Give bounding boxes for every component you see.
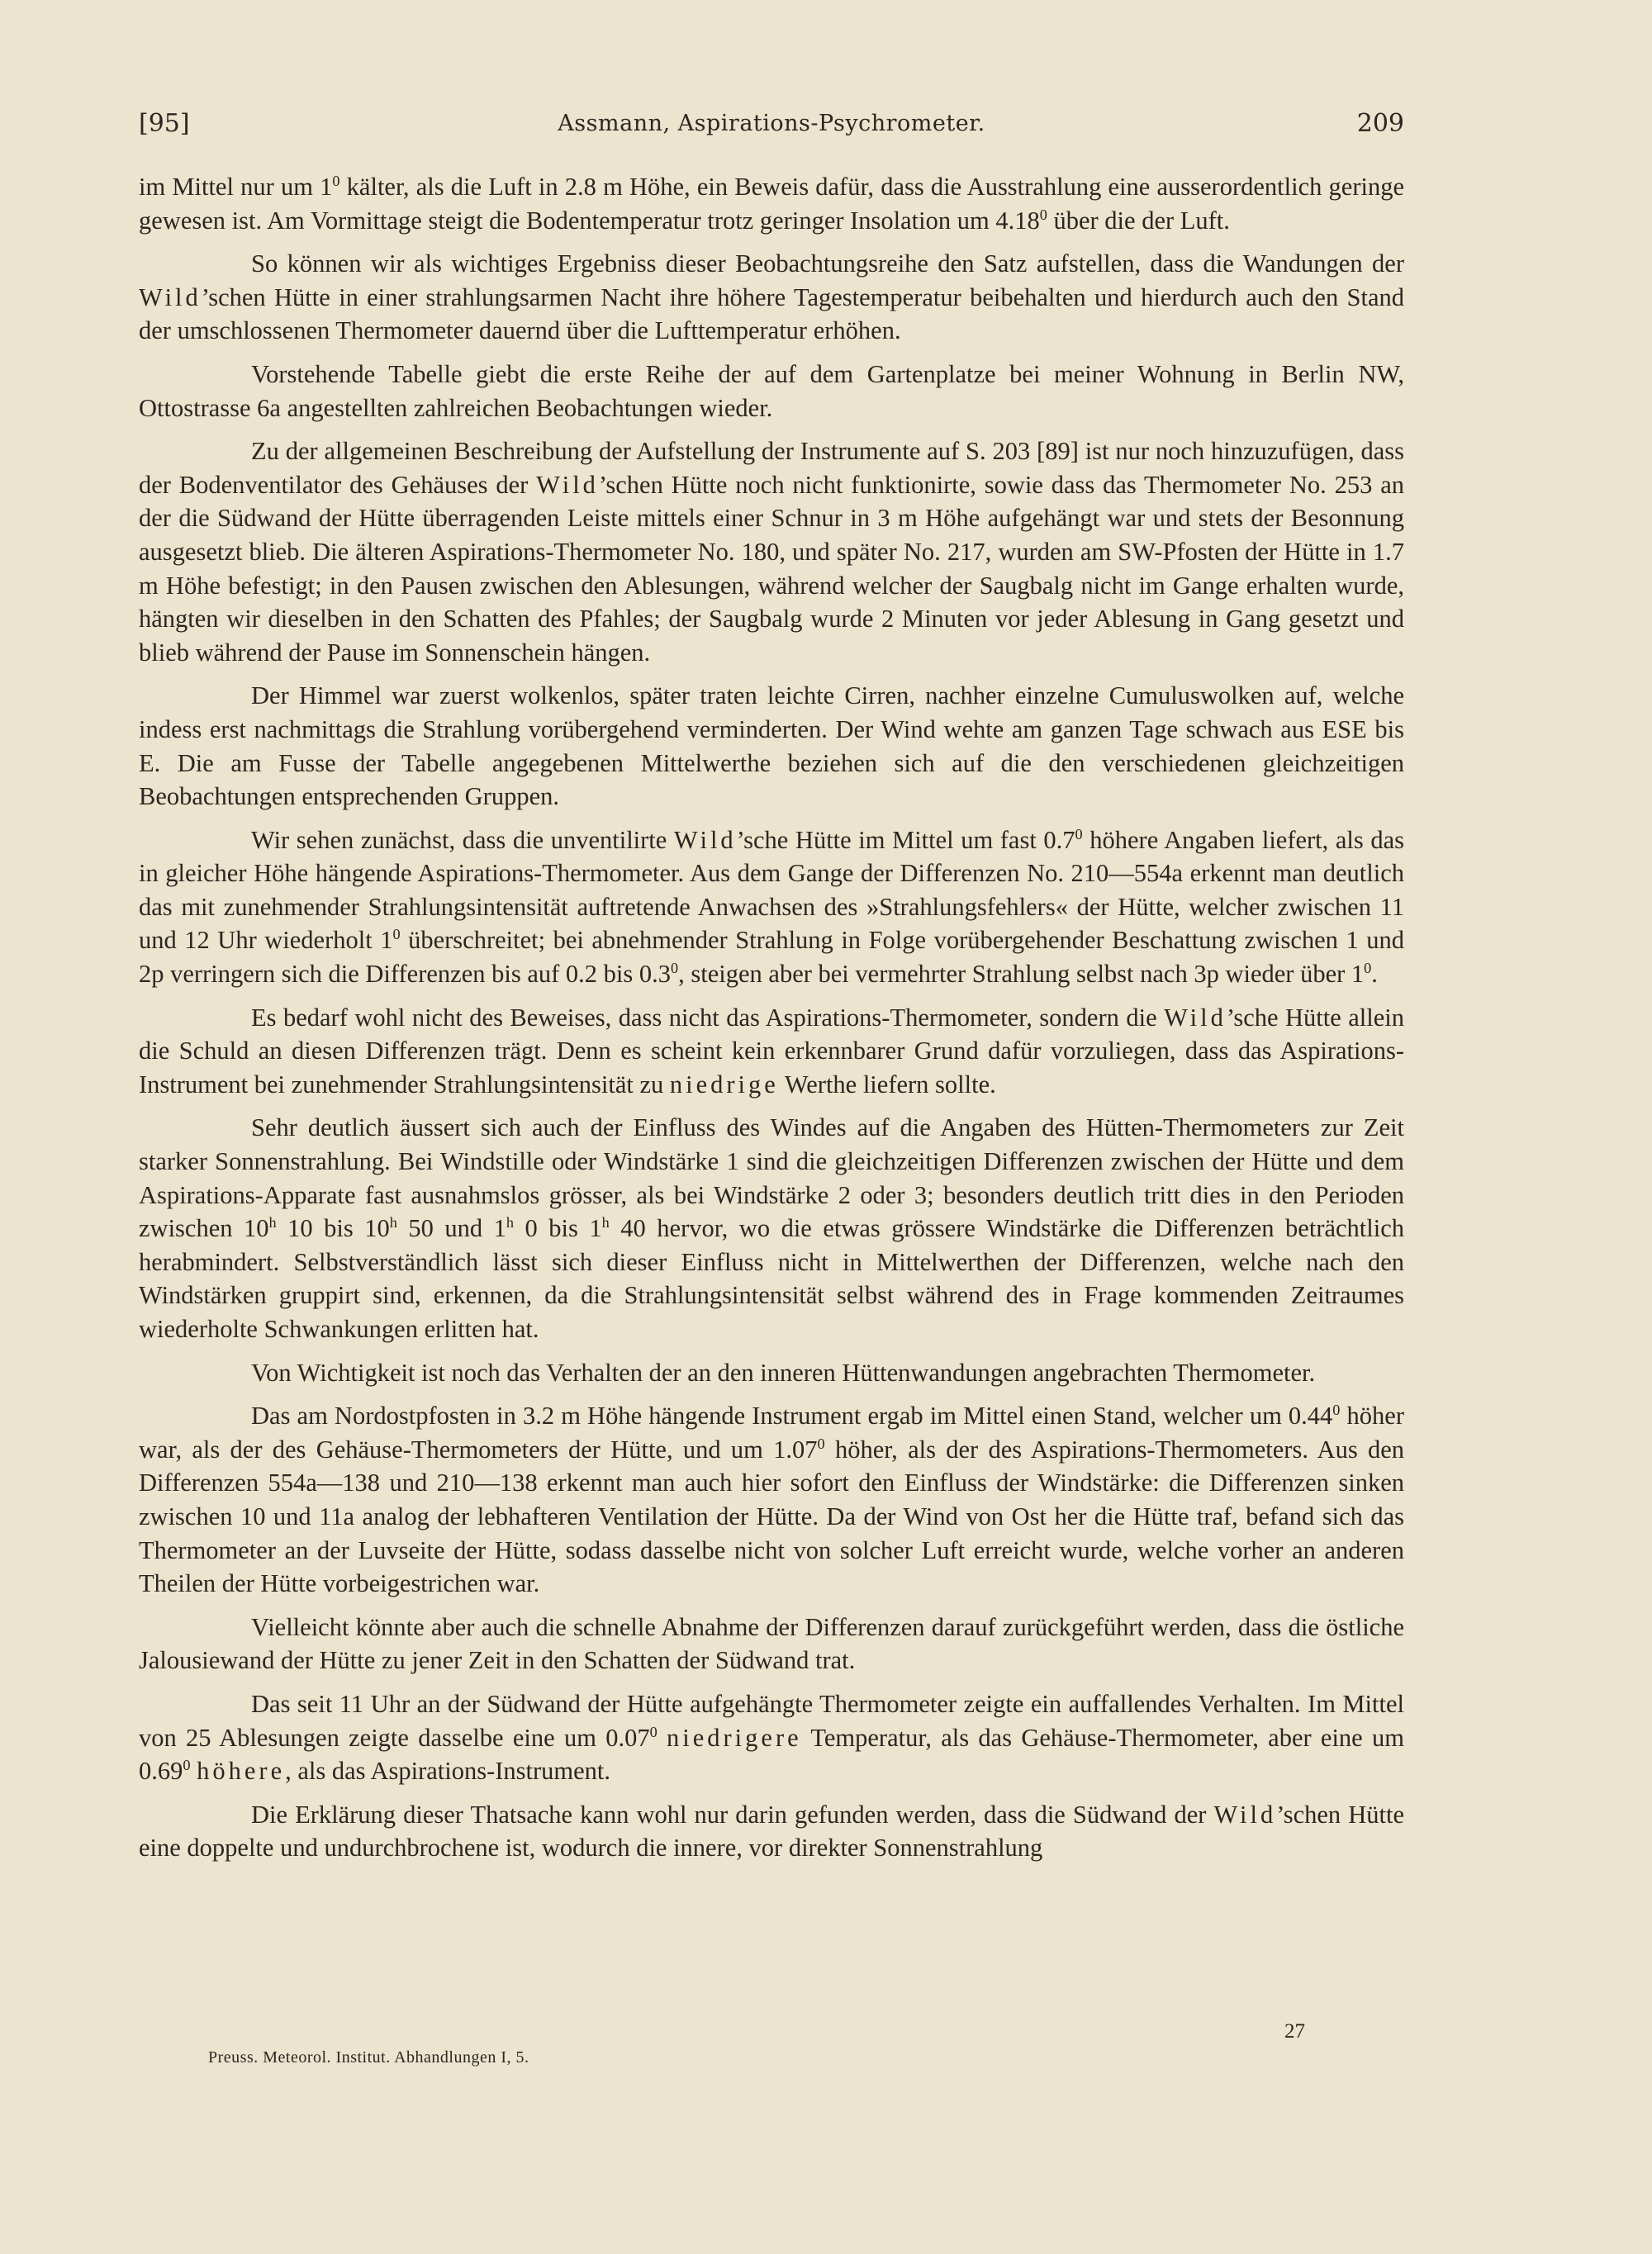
paragraph: Die Erklärung dieser Thatsache kann wohl nur darin gefunden werden, dass die Südwand der Wild’schen Hütte eine doppelte und undurchbrochene ist, wodurch die innere, vor direkter Sonnenstrahlung [139, 1800, 1404, 1863]
paragraph: Der Himmel war zuerst wolkenlos, später traten leichte Cirren, nachher einzelne Cumuluswolken auf, welche indess erst nachmittags die Strahlung vorübergehend verminderten. Der Wind wehte am ganzen Tage schwach aus ESE bis E. Die am Fusse der Tabelle angegebenen Mittelwerthe beziehen sich auf die den verschiedenen gleichzeitigen Beobachtungen entsprechenden Gruppen. [139, 681, 1404, 811]
paragraph: Vorstehende Tabelle giebt die erste Reihe der auf dem Gartenplatze bei meiner Wohnung in Berlin NW, Ottostrasse 6a angestellten zahlreichen Beobachtungen wieder. [139, 359, 1404, 422]
paragraph: Das seit 11 Uhr an der Südwand der Hütte aufgehängte Thermometer zeigte ein auffallendes Verhalten. Im Mittel von 25 Ablesungen zeigte dasselbe eine um 0.07$^0$ niedrigere Temperatur, als das Gehäuse-Thermometer, aber eine um 0.69$^0$ höhere, als das Aspirations-Instrument. [139, 1689, 1404, 1786]
paragraph: Zu der allgemeinen Beschreibung der Aufstellung der Instrumente auf S. 203 [89] ist nur noch hinzuzufügen, dass der Bodenventilator des Gehäuses der Wild’schen Hütte noch nicht funktionirte, sowie dass das Thermometer No. 253 an der die Südwand der Hütte überragenden Leiste mittels einer Schnur in 3 m Höhe aufgehängt war und stets der Besonnung ausgesetzt blieb. Die älteren Aspirations-Thermometer No. 180, und später No. 217, wurden am SW-Pfosten der Hütte in 1.7 m Höhe befestigt; in den Pausen zwischen den Ablesungen, während welcher der Saugbalg nicht im Gange erhalten wurde, hängten wir dieselben in den Schatten des Pfahles; der Saugbalg wurde 2 Minuten vor jeder Ablesung in Gang gesetzt und blieb während der Pause im Sonnenschein hängen. [139, 437, 1404, 667]
paragraph: Sehr deutlich äussert sich auch der Einfluss des Windes auf die Angaben des Hütten-Thermometers zur Zeit starker Sonnenstrahlung. Bei Windstille oder Windstärke 1 sind die gleichzeitigen Differenzen zwischen der Hütte und dem Aspirations-Apparate fast ausnahmslos grösser, als bei Windstärke 2 oder 3; besonders deutlich tritt dies in den Perioden zwischen 10$^h$ 10 bis 10$^h$ 50 und 1$^h$ 0 bis 1$^h$ 40 hervor, wo die etwas grössere Windstärke die Differenzen beträchtlich herabmindert. Selbstverständlich lässt sich dieser Einfluss nicht in Mittelwerthen der Differenzen, welche nach den Windstärken gruppirt sind, erkennen, da die Strahlungsintensität selbst während des in Frage kommenden Zeitraumes wiederholte Schwankungen erlitten hat. [139, 1113, 1405, 1343]
signature-mark: 27 [1284, 2020, 1305, 2043]
footer-note: Preuss. Meteorol. Institut. Abhandlungen I, 5. [208, 2048, 529, 2067]
page-number: 209 [1356, 109, 1404, 138]
paragraph: Es bedarf wohl nicht des Beweises, dass nicht das Aspirations-Thermometer, sondern die Wild’sche Hütte allein die Schuld an diesen Differenzen trägt. Denn es scheint kein erkennbarer Grund dafür vorzuliegen, dass das Aspirations-Instrument bei zunehmender Strahlungsintensität zu niedrige Werthe liefern sollte. [139, 1003, 1404, 1099]
paragraph: So können wir als wichtiges Ergebniss dieser Beobachtungsreihe den Satz aufstellen, dass die Wandungen der Wild’schen Hütte in einer strahlungsarmen Nacht ihre höhere Tagestemperatur beibehalten und hierdurch auch den Stand der umschlossenen Thermometer dauernd über die Lufttemperatur erhöhen. [139, 249, 1404, 345]
bracket-page-number: [95] [139, 109, 190, 138]
running-header [139, 106, 1404, 142]
paragraph: Von Wichtigkeit ist noch das Verhalten der an den inneren Hüttenwandungen angebrachten Thermometer. [251, 1358, 1316, 1387]
paragraph: im Mittel nur um $1^0$ kälter, als die Luft in 2.8 m Höhe, ein Beweis dafür, dass die Ausstrahlung eine ausserordentlich geringe gewesen ist. Am Vormittage steigt die Bodentemperatur trotz geringer Insolation um 4.18$^0$ über die der Luft. [139, 172, 1404, 235]
paragraph: Vielleicht könnte aber auch die schnelle Abnahme der Differenzen darauf zurückgeführt werden, dass die östliche Jalousiewand der Hütte zu jener Zeit in den Schatten der Südwand trat. [139, 1612, 1404, 1675]
paragraph: Das am Nordostpfosten in 3.2 m Höhe hängende Instrument ergab im Mittel einen Stand, welcher um 0.44$^0$ höher war, als der des Gehäuse-Thermometers der Hütte, und um 1.07$^0$ höher, als der des Aspirations-Thermometers. Aus den Differenzen 554a—138 und 210—138 erkennt man auch hier sofort den Einfluss der Windstärke: die Differenzen sinken zwischen 10 und 11a analog der lebhafteren Ventilation der Hütte. Da der Wind von Ost her die Hütte traf, befand sich das Thermometer an der Luvseite der Hütte, sodass dasselbe nicht von solcher Luft erreicht wurde, welche vorher an anderen Theilen der Hütte vorbeigestrichen war. [139, 1402, 1405, 1598]
paragraph: Wir sehen zunächst, dass die unventilirte Wild’sche Hütte im Mittel um fast $0.7^0$ höhere Angaben liefert, als das in gleicher Höhe hängende Aspirations-Thermometer. Aus dem Gange der Differenzen No. 210—554a erkennt man deutlich das mit zunehmender Strahlungsintensität auftretende Anwachsen des »Strahlungsfehlers« der Hütte, welcher zwischen 11 und 12 Uhr wiederholt $1^0$ überschreitet; bei abnehmender Strahlung in Folge vorübergehender Beschattung zwischen 1 und 2p verringern sich die Differenzen bis auf 0.2 bis $0.3^0$, steigen aber bei vermehrter Strahlung selbst nach 3p wieder über $1^0$. [139, 825, 1404, 989]
body-text [139, 170, 1404, 1875]
running-title: Assmann, Aspirations-Psychrometer. [558, 111, 985, 136]
